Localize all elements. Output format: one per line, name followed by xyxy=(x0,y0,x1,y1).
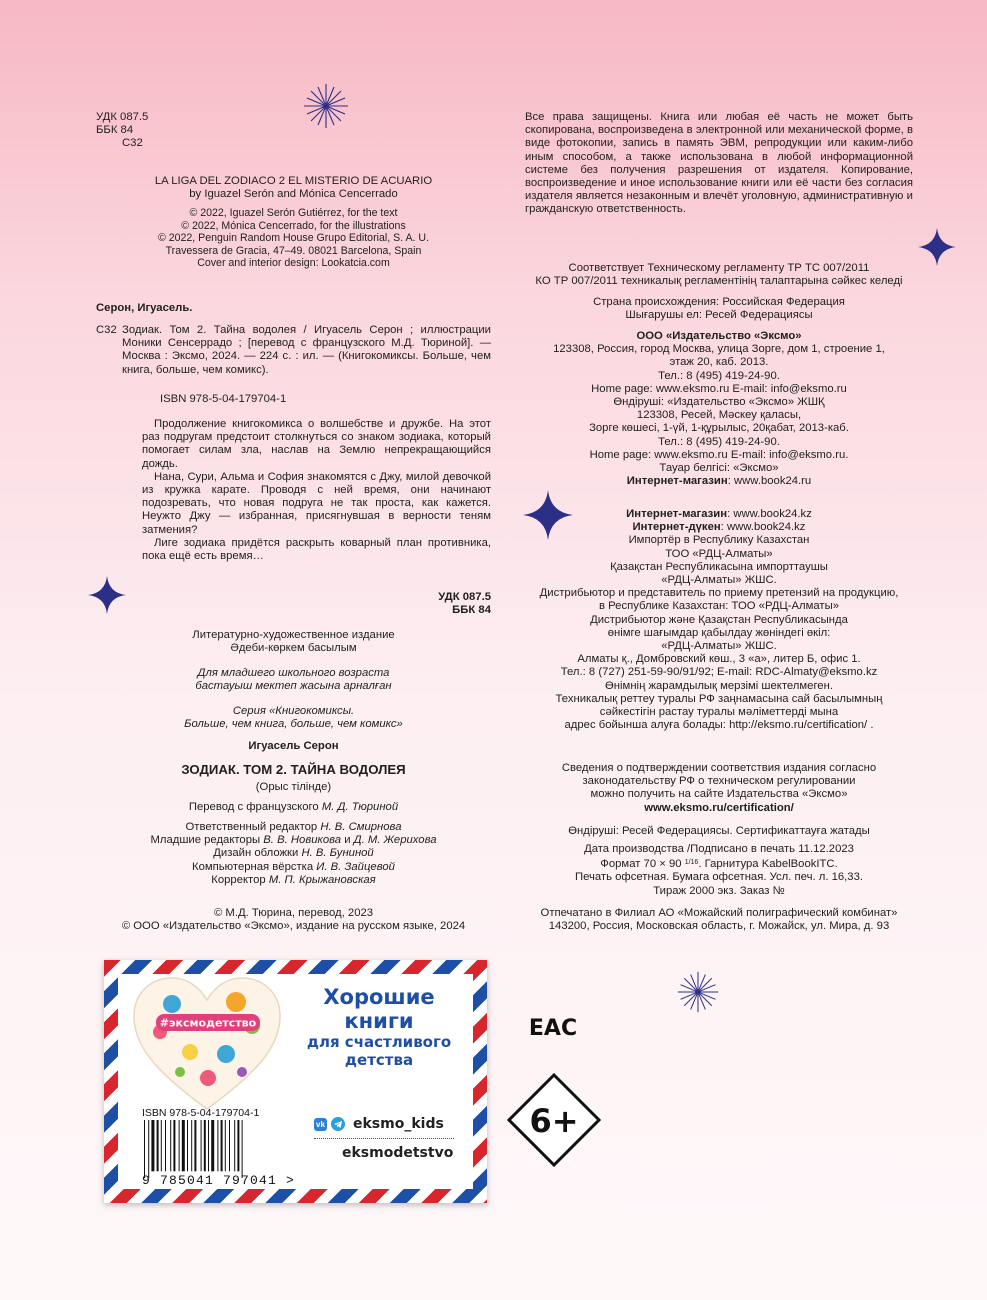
social-handle[interactable]: eksmo_kids xyxy=(353,1116,444,1132)
original-title: LA LIGA DEL ZODIACO 2 EL MISTERIO DE ACUARIO by Iguazel Serón and Mónica Cencerrado xyxy=(154,175,433,201)
barcode-bar xyxy=(148,1120,149,1178)
heart-label: #эксмодетство xyxy=(159,1016,257,1030)
barcode-bar xyxy=(173,1120,175,1171)
barcode xyxy=(142,1120,272,1178)
barcode-bar xyxy=(234,1120,235,1171)
barcode-bar xyxy=(161,1120,162,1171)
card-tagline: Хорошие книги для счастливого детства xyxy=(306,985,452,1069)
barcode-bar xyxy=(211,1120,214,1171)
age-note: Для младшего школьного возраста бастауыш мектеп жасына арналған xyxy=(195,667,392,693)
barcode-bar xyxy=(170,1120,171,1171)
tech-reglament: Соответствует Техническому регламенту ТР ТС 007/2011 КО ТР 007/2011 техникалық регламентінің талаптарына сәйкес келеді xyxy=(535,262,903,288)
barcode-bar xyxy=(217,1120,218,1171)
barcode-bar xyxy=(201,1120,202,1171)
svg-text:6+: 6+ xyxy=(529,1102,579,1140)
age-rating-badge xyxy=(506,1072,602,1168)
barcode-bar xyxy=(182,1120,185,1171)
certification-info: Сведения о подтверждении соответствия издания согласно законодательству РФ о техническом регулировании можно получить на сайте Издательства «Эксмо» www.eksmo.ru/certification/ xyxy=(561,762,877,814)
barcode-bar xyxy=(144,1120,145,1178)
genre: Литературно-художественное издание Әдеби-көркем басылым xyxy=(192,629,395,655)
bbk-code: ББК 84 xyxy=(96,124,134,137)
barcode-bar xyxy=(242,1120,243,1178)
heart-logo xyxy=(132,974,282,1114)
author-name: Игуасель Серон xyxy=(248,740,339,752)
udk-code: УДК 087.5 xyxy=(96,111,149,123)
kazakhstan-info: Интернет-магазин: www.book24.kz Интернет-дүкен: www.book24.kz Импортёр в Республику Казахстан ТОО «РДЦ-Алматы» Қазақстан Республикасына импорттаушы «РДЦ-Алматы» ЖШС. Дистрибьютор и представитель по приему претензий на продукцию, в Республике Казахстан: ТОО «РДЦ-Алматы» Дистрибьютор және Қазақстан Республикасында өнімге шағымдар қабылдау жөніндегі өкіл: «РДЦ-Алматы» ЖШС. Алматы қ., Домбровский көш., 3 «а», литер Б, офис 1. Тел.: 8 (727) 251-59-90/91/92; E-mail: RDC-Almaty@eksmo.kz Өнімнің жарамдылық мерзімі шектелмеген. Техникалық реттеу туралы РФ заңнамасына сай басылымның сәйкестігін растау туралы мәліметтерді мына адрес бойынша алуға болады: http://eksmo.ru/certification/ . xyxy=(539,508,899,732)
promo-card xyxy=(104,960,487,1203)
series: Серия «Книгокомиксы. Больше, чем книга, больше, чем комикс» xyxy=(184,705,403,731)
author-mark: С32 xyxy=(122,137,143,150)
site-name[interactable]: eksmodetstvo xyxy=(342,1145,454,1161)
barcode-bar xyxy=(151,1120,154,1171)
rights-notice: Все права защищены. Книга или любая её часть не может быть скопирована, воспроизведена в электронной или механической форме, в виде фотокопии, запись в память ЭВМ, репродукции или каким-либо иным способом, а также использована в любой информационной системе без получения разрешения от издателя. Копирование, воспроизведение и иное использование книги или её части без согласия издателя является незаконным и влечёт уголовную, административную и гражданскую ответственность. xyxy=(525,111,913,216)
kz-origin: Өндіруші: Ресей Федерациясы. Сертификаттауға жатады xyxy=(568,825,870,837)
udk-bottom: УДК 087.5 ББК 84 xyxy=(438,591,491,617)
russian-copyright: © М.Д. Тюрина, перевод, 2023 © ООО «Издательство «Эксмо», издание на русском языке, 2024 xyxy=(121,907,466,933)
barcode-bar xyxy=(225,1120,226,1171)
isbn-line: ISBN 978-5-04-179704-1 xyxy=(160,393,287,405)
barcode-bar xyxy=(221,1120,223,1171)
divider xyxy=(314,1138,454,1139)
publisher-info: ООО «Издательство «Эксмо» 123308, Россия, город Москва, улица Зорге, дом 1, строение 1, этаж 20, каб. 2013. Тел.: 8 (495) 419-24-90. Home page: www.eksmo.ru E-mail: info@eksmo.ru Өндіруші: «Издательство «Эксмо» ЖШҚ 123308, Ресей, Мәскеу қаласы, Зорге көшесі, 1-үй, 1-құрылыс, 20қабат, 2013-каб. Тел.: 8 (495) 419-24-90. Home page: www.eksmo.ru E-mail: info@eksmo.ru. Тауар белгісі: «Эксмо» Интернет-магазин: www.book24.ru xyxy=(553,330,885,488)
eac-mark xyxy=(528,1008,578,1042)
barcode-bar xyxy=(229,1120,230,1171)
svg-text:EAC: EAC xyxy=(528,1016,578,1041)
barcode-bar xyxy=(165,1120,166,1171)
telegram-icon[interactable] xyxy=(331,1117,345,1131)
print-details: Дата производства /Подписано в печать 11.12.2023 Формат 70 × 90 $^{1/16}$. Гарнитура KabelBookITC. Печать офсетная. Бумага офсетная. Усл. печ. л. 16,33. Тираж 2000 экз. Заказ № xyxy=(574,843,864,897)
vk-icon[interactable]: vk xyxy=(314,1118,327,1131)
language-note: (Орыс тілінде) xyxy=(255,781,332,793)
sparkle-icon xyxy=(676,970,720,1014)
barcode-bar xyxy=(179,1120,180,1171)
barcode-number: 9 785041 797041 > xyxy=(142,1173,296,1188)
book-title: ЗОДИАК. ТОМ 2. ТАЙНА ВОДОЛЕЯ xyxy=(181,762,406,777)
translator: Перевод с французского М. Д. Тюриной xyxy=(188,801,399,813)
printer-info: Отпечатано в Филиал АО «Можайский полиграфический комбинат» 143200, Россия, Московская область, г. Можайск, ул. Мира, д. 93 xyxy=(540,907,898,933)
bibliographic-record: С32 Зодиак. Том 2. Тайна водолея / Игуасель Серон ; иллюстрации Моники Сенсеррадо ; [перевод с французского М.Д. Тюриной]. — Москва : Эксмо, 2024. — 224 с. : ил. — (Книгокомиксы. Больше, чем книга, больше, чем комикс). xyxy=(96,324,491,376)
barcode-bar xyxy=(157,1120,159,1171)
barcode-bar xyxy=(191,1120,192,1171)
country-of-origin: Страна происхождения: Российская Федерация Шығарушы ел: Ресей Федерациясы xyxy=(593,296,845,322)
social-links xyxy=(314,1116,444,1132)
barcode-bar xyxy=(194,1120,196,1171)
barcode-bar xyxy=(237,1120,239,1171)
barcode-bar xyxy=(208,1120,209,1171)
author-heading: Серон, Игуасель. xyxy=(96,302,193,314)
original-copyright: © 2022, Iguazel Serón Gutiérrez, for the text © 2022, Mónica Cencerrado, for the illustrations © 2022, Penguin Random House Grupo Editorial, S. A. U. Travessera de Gracia, 47–49. 08021 Barcelona, Spain Cover and interior design: Lookatcia.com xyxy=(157,207,430,270)
annotation: Продолжение книгокомикса о волшебстве и дружбе. На этот раз подругам предстоит столкнуться со знаком зодиака, который помогает силам зла, наслав на Землю непрекращающийся дождь. Нана, Сури, Альма и София знакомятся с Джу, милой девочкой из кружка карате. Проводя с ней время, они начинают подозревать, что новая подруга не так проста, как кажется. Неужто Джу — избранная, присягнувшая в верности теням затмения? Лиге зодиака придётся раскрыть коварный план противника, пока ещё есть время… xyxy=(142,418,491,563)
star-icon xyxy=(918,228,956,266)
barcode-bar xyxy=(204,1120,206,1171)
barcode-bar xyxy=(187,1120,188,1171)
staff-list: Ответственный редактор Н. В. Смирнова Младшие редакторы В. В. Новикова и Д. М. Жерихова Дизайн обложки Н. В. Буниной Компьютерная вёрстка И. В. Зайцевой Корректор М. П. Крыжановская xyxy=(150,821,437,886)
udk-top xyxy=(96,111,491,151)
barcode-isbn: ISBN 978-5-04-179704-1 xyxy=(142,1107,260,1119)
